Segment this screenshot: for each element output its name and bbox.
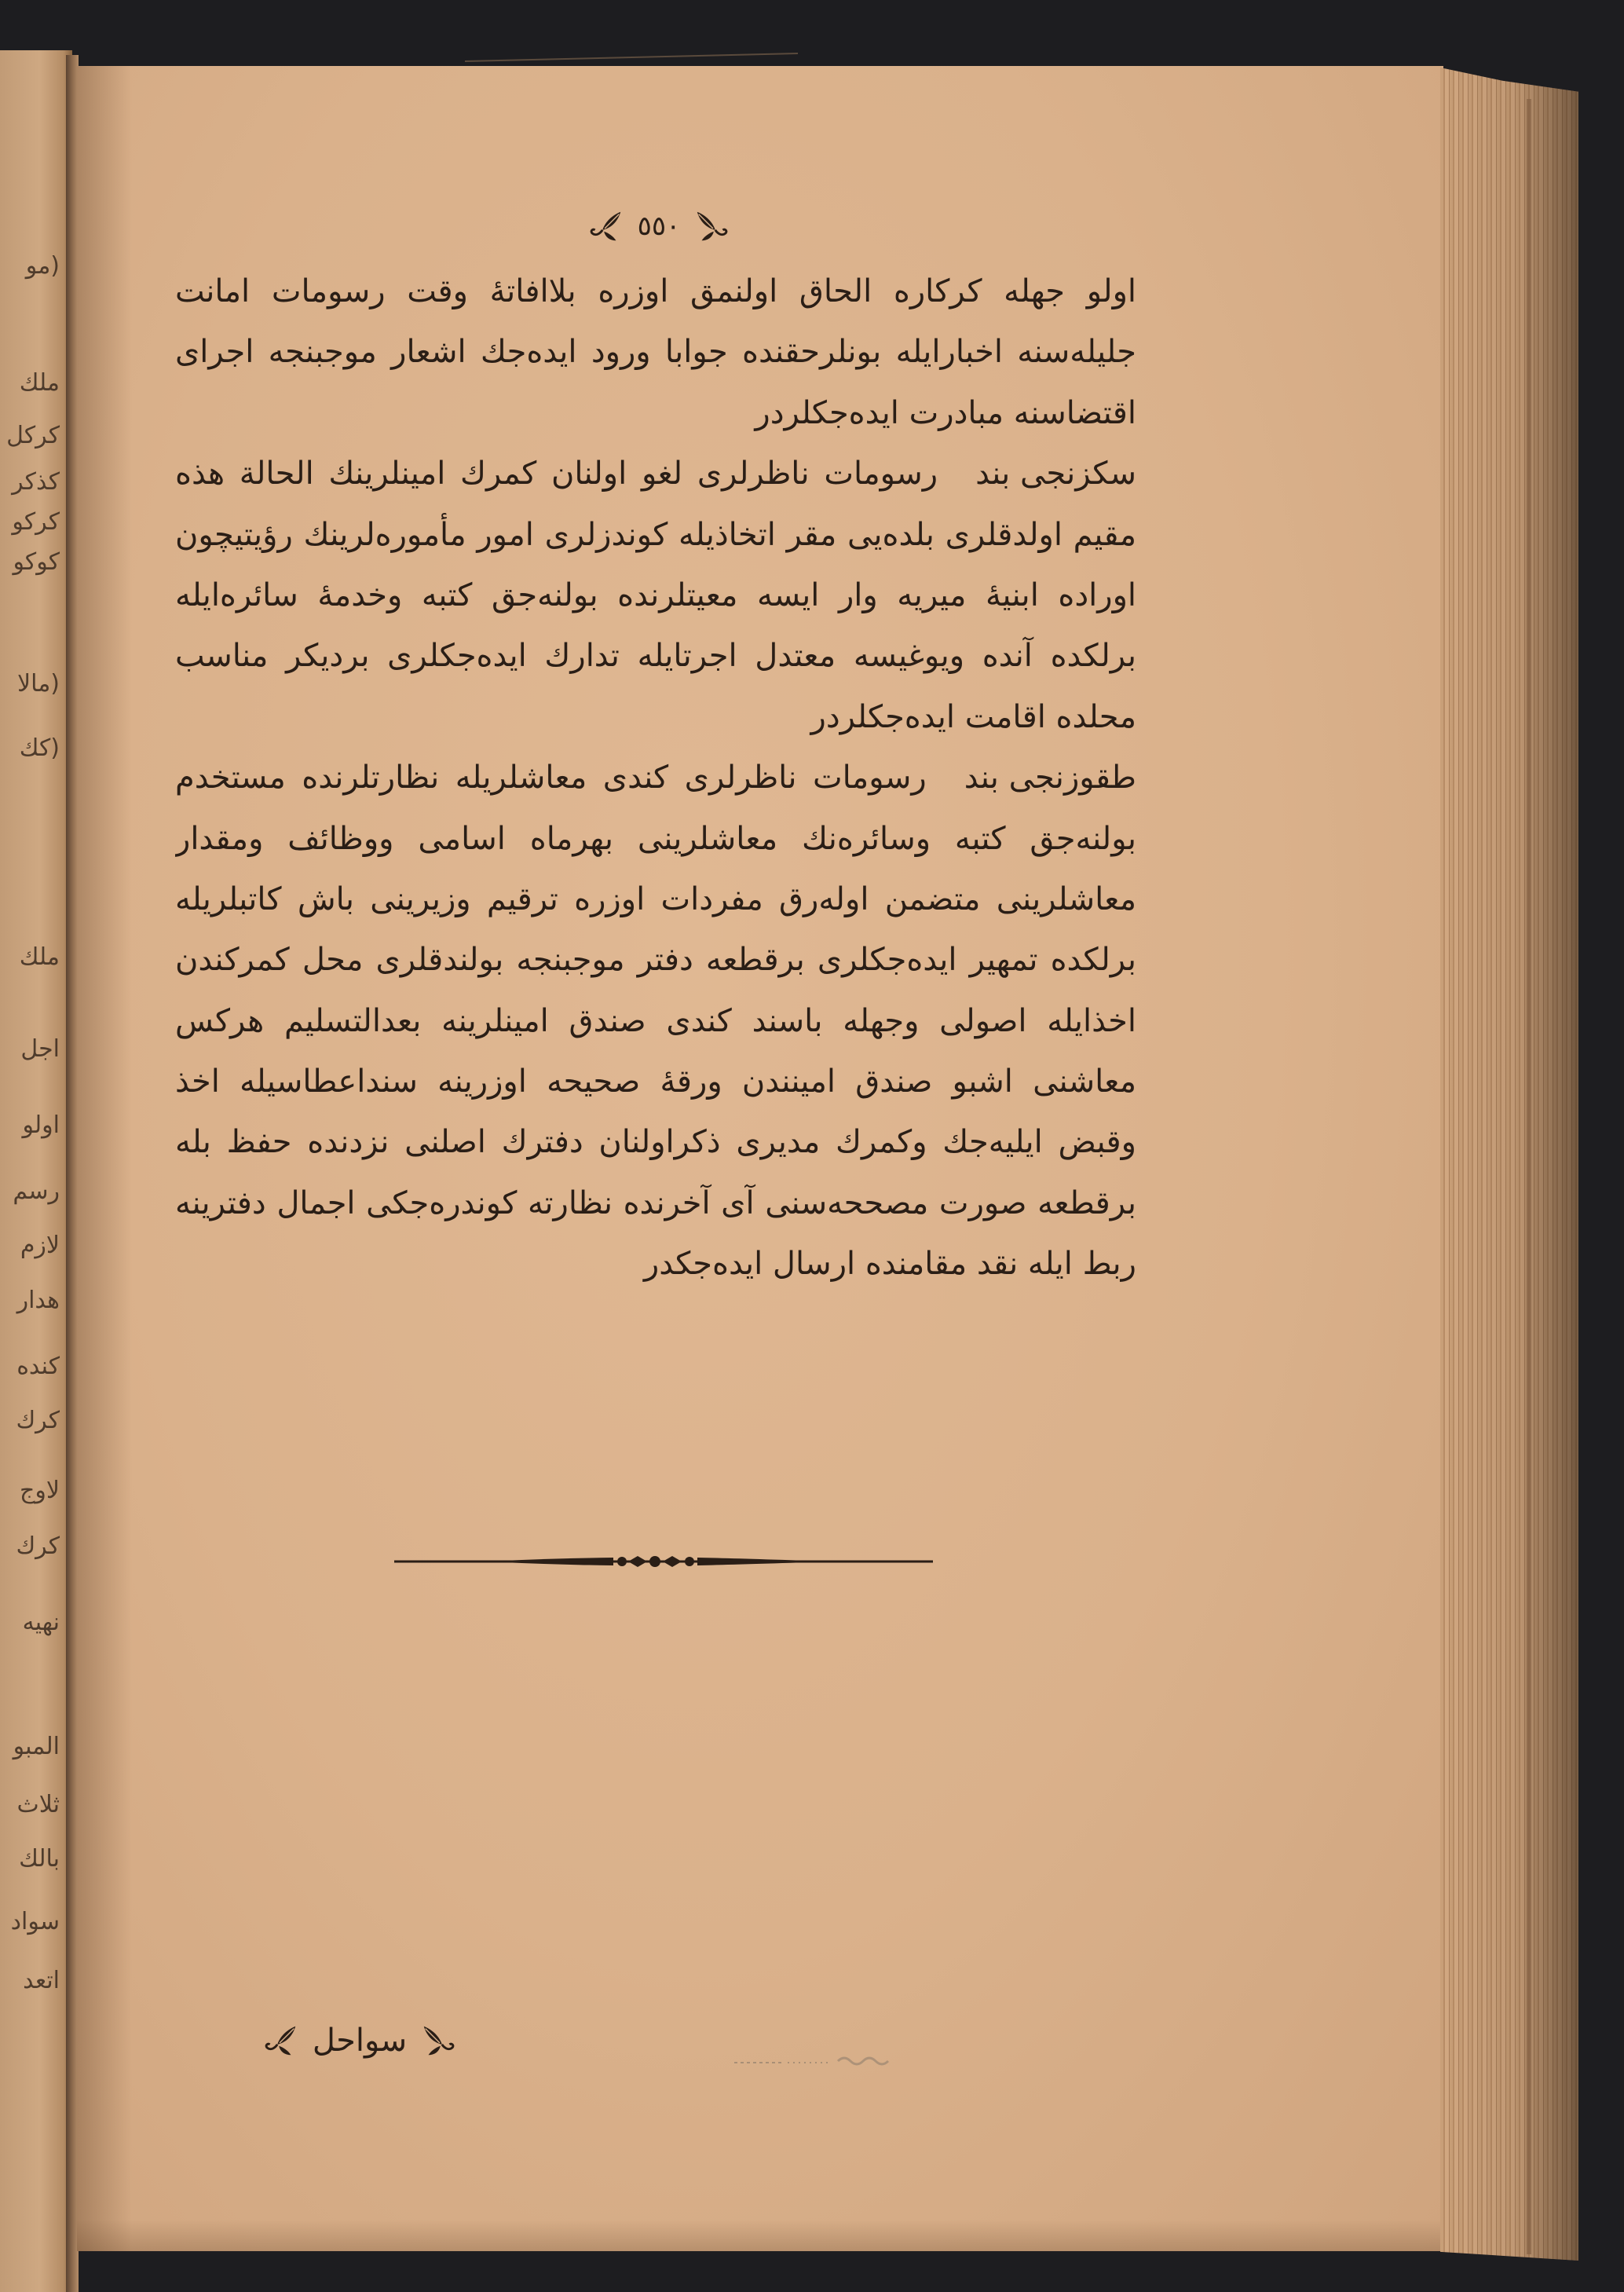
ornament-left-icon <box>262 2022 300 2060</box>
margin-fragment: اجل <box>20 1035 60 1063</box>
text-line: اولو جهله كركاره الحاق اولنمق اوزره بلاافاتهٔ وقت رسومات امانت <box>175 273 1136 309</box>
text-line-body: رسومات ناظرلری كندی معاشلريله نظارتلرنده مستخدم <box>175 760 927 796</box>
text-line: معاشلرينی متضمن اوله‌رق مفردات اوزره ترقيم وزيرينی باش كاتبلريله <box>175 881 1136 917</box>
text-line: برلكده تمهير ايده‌جكلری برقطعه دفتر موجبنجه بولندقلری محل كمركندن <box>175 942 1136 979</box>
page-edge-fold <box>1527 99 1531 2254</box>
margin-fragment: كركو <box>12 508 60 536</box>
margin-fragment: كذكر <box>12 468 60 496</box>
catchword-footer <box>250 2016 470 2066</box>
margin-fragment: كركل <box>6 422 60 449</box>
text-line: اوراده ابنيهٔ ميريه وار ايسه معيتلرنده بولنه‌جق كتبه وخدمهٔ سائره‌ايله <box>175 577 1136 613</box>
margin-fragment: بالك <box>19 1845 60 1873</box>
margin-fragment: نهيه <box>22 1609 60 1636</box>
decorative-rule <box>393 1551 935 1572</box>
margin-fragment: كرك <box>16 1532 60 1560</box>
text-line: اخذايله اصولی وجهله باسند كندی صندق امينلرينه بعدالتسليم هركس <box>175 1002 1136 1039</box>
margin-fragment: (مالا <box>16 670 60 697</box>
page-edges-shadow <box>1440 68 1578 2261</box>
text-line: اقتضاسنه مبادرت ايده‌جكلردر <box>755 394 1136 431</box>
text-line <box>175 748 1136 808</box>
margin-fragment: لازم <box>20 1232 60 1259</box>
text-line <box>175 444 1136 504</box>
text-line: مقيم اولدقلری بلده‌يی مقر اتخاذيله كوندزلری امور مأموره‌لرينك رؤيتيچون <box>175 516 1136 553</box>
gutter-shadow <box>77 66 132 2251</box>
ornament-right-icon <box>419 2022 457 2060</box>
margin-fragment: المبو <box>13 1733 60 1760</box>
page-header <box>571 203 747 250</box>
pencil-mark <box>734 2047 899 2072</box>
margin-fragment: سواد <box>10 1908 60 1935</box>
text-line: بولنه‌جق كتبه وسائره‌نك معاشلرينی بهرماه اسامی ووظائف ومقدار <box>175 820 1136 857</box>
text-line: برلكده آنده ويوغيسه معتدل اجرتايله تدارك ايده‌جكلری برديكر مناسب <box>175 638 1136 675</box>
margin-fragment: ملك <box>19 369 60 397</box>
margin-fragment: لاوج <box>20 1477 60 1504</box>
text-line: جليله‌سنه اخبارايله بونلرحقنده جوابا ورود ايده‌جك اشعار موجبنجه اجرای <box>175 334 1136 371</box>
body-text <box>175 262 1136 1295</box>
margin-fragment: رسم <box>13 1177 60 1205</box>
margin-fragment: كرك <box>16 1407 60 1434</box>
loose-thread <box>465 49 803 68</box>
ornament-left-icon <box>587 207 625 245</box>
page-number: ٥٥٠ <box>637 211 681 242</box>
margin-fragment: ملك <box>19 943 60 971</box>
margin-fragment: هدار <box>16 1287 60 1314</box>
text-line: برقطعه صورت مصححه‌سنی آی آخرنده نظارته كوندره‌جكی اجمال دفترينه <box>175 1184 1136 1221</box>
text-line: ربط ايله نقد مقامنده ارسال ايده‌جكدر <box>643 1246 1136 1283</box>
margin-fragment: اولو <box>22 1111 60 1139</box>
text-line: معاشنی اشبو صندق امينندن ورقهٔ صحيحه اوزرينه سنداعطاسيله اخذ <box>175 1064 1136 1100</box>
margin-fragment: (كك <box>19 734 60 762</box>
section-heading: طقوزنجی بند <box>964 760 1136 796</box>
section-heading: سكزنجی بند <box>975 456 1136 492</box>
margin-fragment: كوكو <box>13 548 60 576</box>
text-line: محلده اقامت ايده‌جكلردر <box>810 698 1136 735</box>
facing-page <box>0 50 72 2292</box>
page-bottom-shadow <box>77 2220 1443 2251</box>
catchword: سواحل <box>312 2023 408 2059</box>
margin-fragment: اتعد <box>23 1967 60 1994</box>
margin-fragment: ثلاث <box>16 1791 60 1818</box>
text-line: وقبض ايليه‌جك وكمرك مديری ذكراولنان دفترك اصلنی نزدنده حفظ بله <box>175 1124 1136 1161</box>
text-line-body: رسومات ناظرلری لغو اولنان كمرك امينلرينك الحالة هذه <box>175 456 938 492</box>
margin-fragment: (مو <box>25 252 60 280</box>
ornament-right-icon <box>693 207 730 245</box>
margin-fragment: كنده <box>16 1353 60 1380</box>
